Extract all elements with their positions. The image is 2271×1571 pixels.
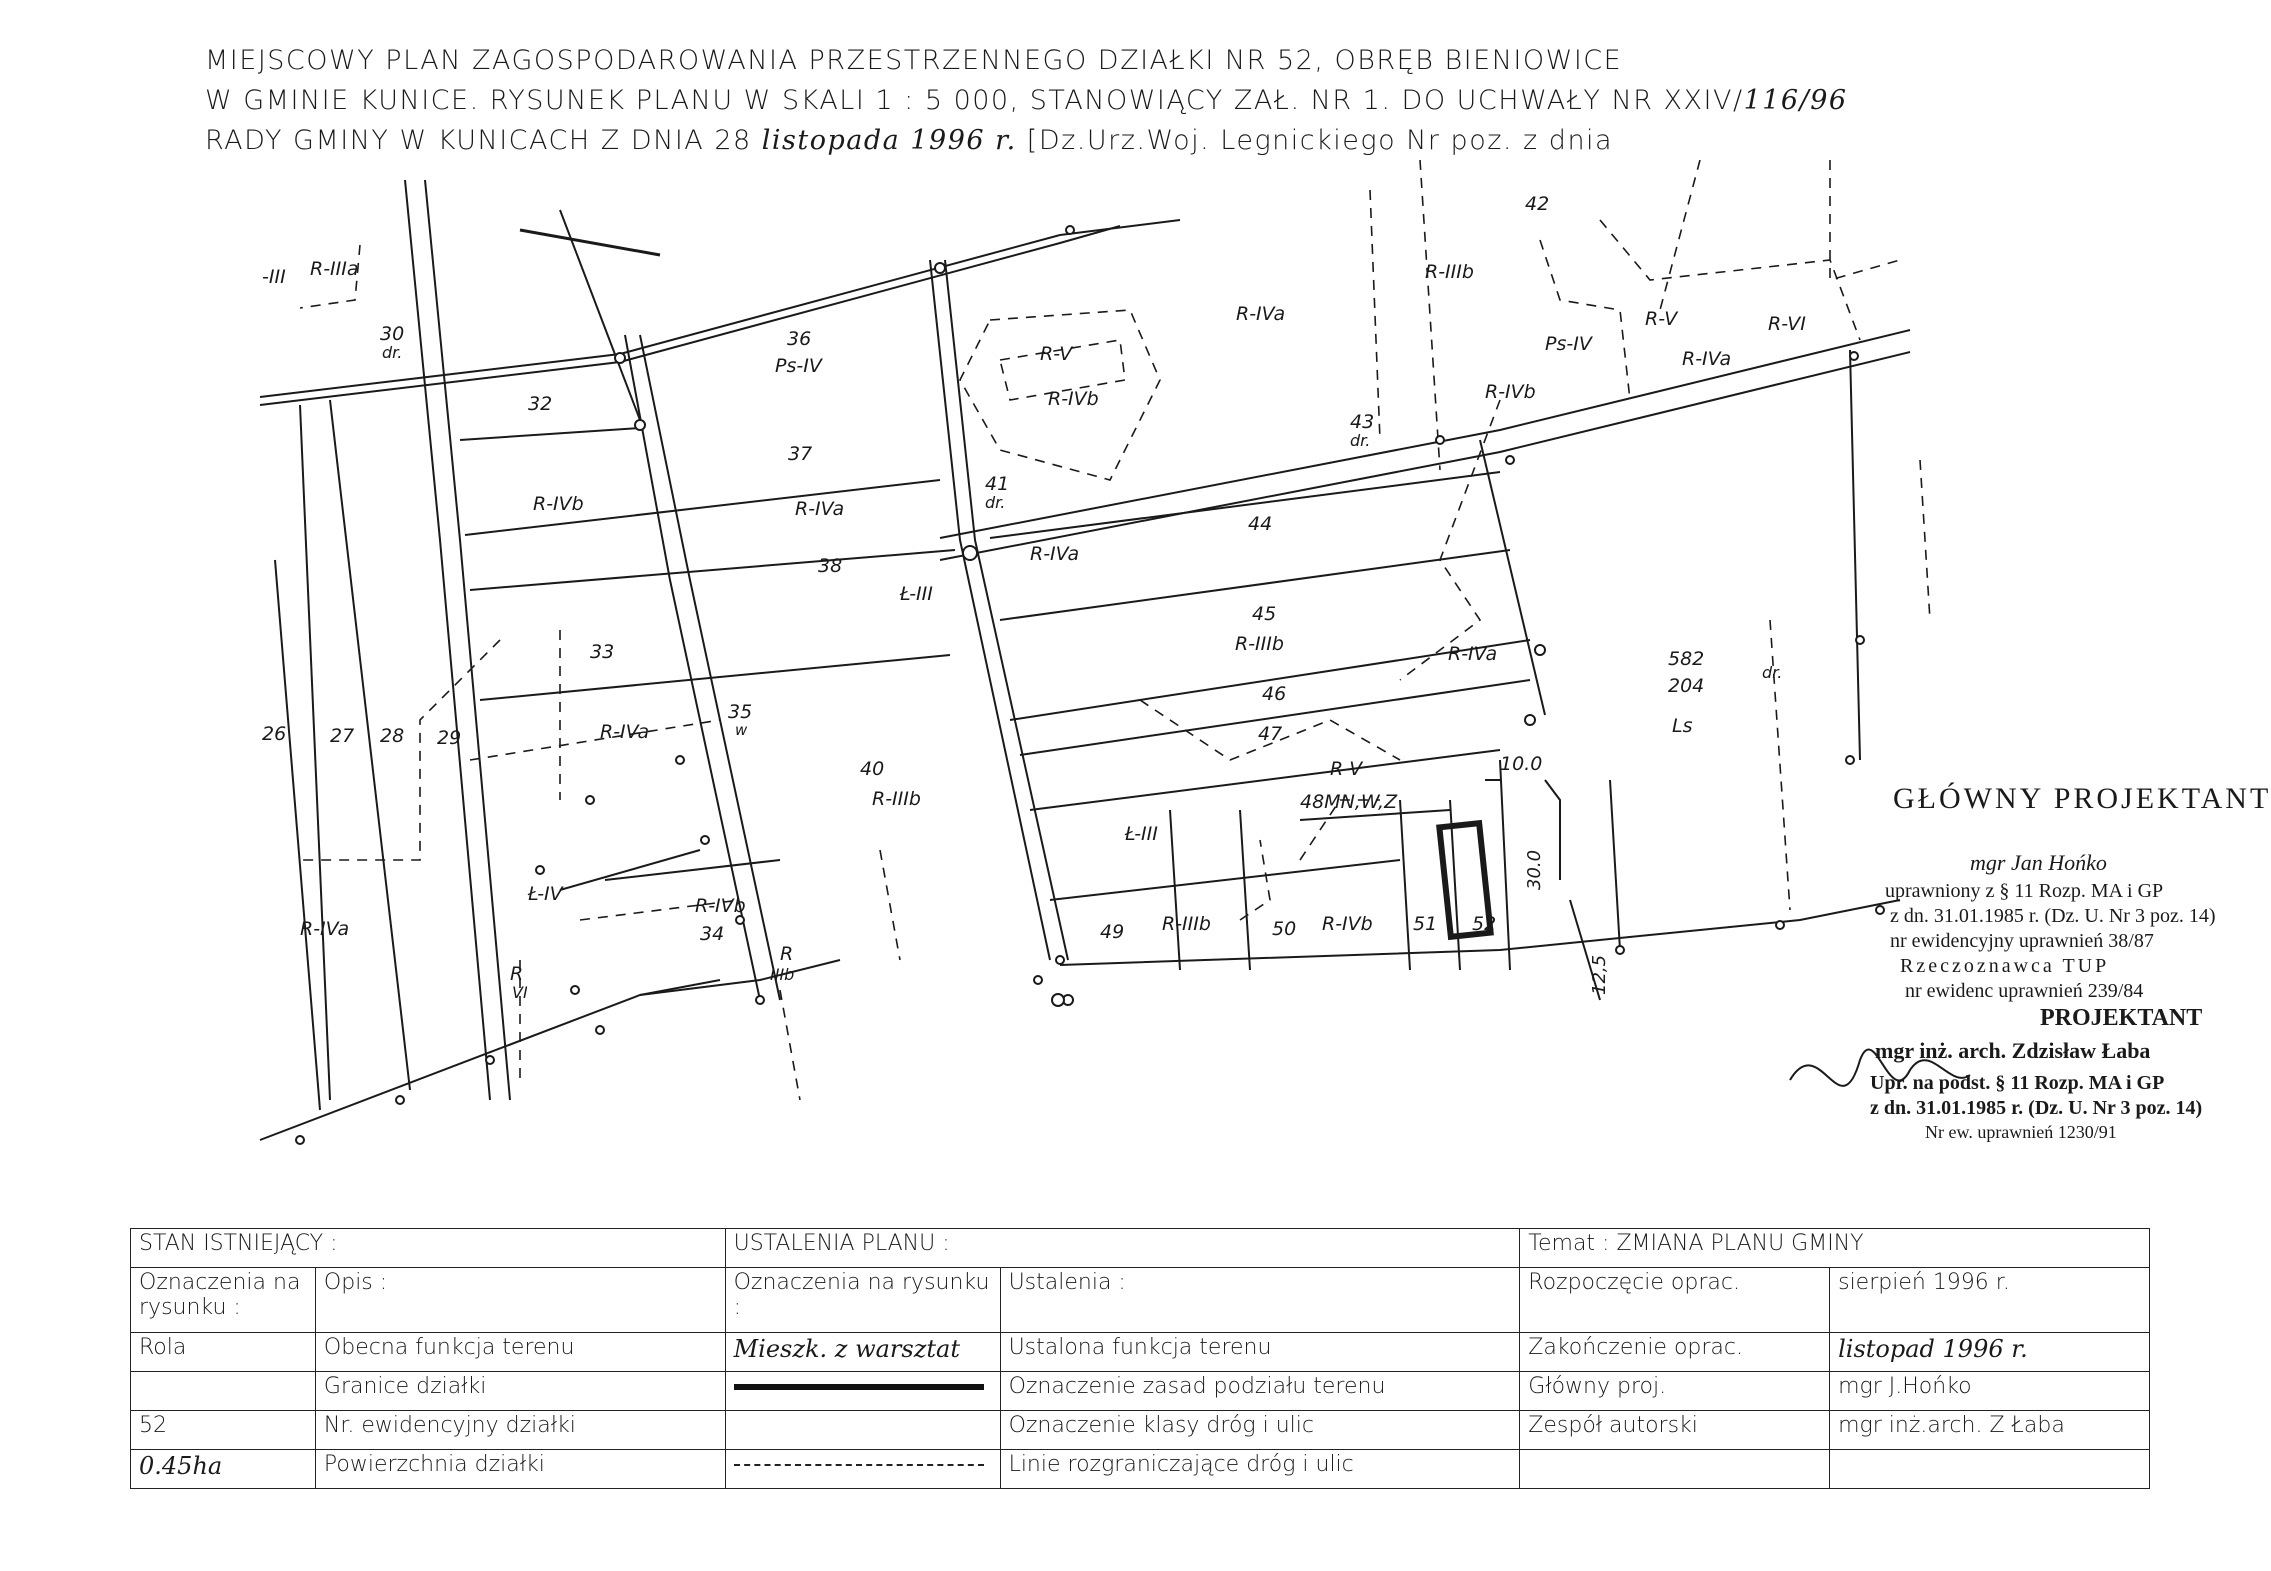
- plot-label: 46: [1262, 683, 1287, 705]
- plot-label: dr.: [382, 343, 403, 362]
- plan-title-line-3: [205, 125, 1613, 156]
- row3-plan-mark: [725, 1411, 1000, 1450]
- row3-mark: 52: [131, 1411, 316, 1450]
- land-class-label: R-VI: [1768, 313, 1806, 335]
- plot-label: R-IVa: [795, 498, 845, 520]
- land-class-label: Ł-III: [900, 583, 933, 605]
- plot-label: dr.: [1350, 431, 1371, 450]
- plot-labels: [262, 193, 1806, 1002]
- plot-label: 582: [1668, 648, 1705, 670]
- designer-line: Nr ew. uprawnień 1230/91: [1925, 1122, 2117, 1142]
- plan-title-line-1: MIEJSCOWY PLAN ZAGOSPODAROWANIA PRZESTRZENNEGO DZIAŁKI NR 52, OBRĘB BIENIOWICE: [205, 45, 1623, 76]
- resolution-date: listopada 1996 r.: [761, 125, 1017, 156]
- plot-label: 30: [380, 323, 405, 345]
- land-class-label: Ł-IV: [528, 883, 563, 905]
- land-class-label: -III: [262, 266, 286, 288]
- plot-label: 42: [1525, 193, 1550, 215]
- plot-label: 32: [528, 393, 553, 415]
- chief-designer-line: nr ewidenc uprawnień 239/84: [1905, 980, 2144, 1002]
- dimension-label: 10.0: [1500, 753, 1543, 775]
- solid-line-symbol: [734, 1384, 984, 1390]
- row1-description: Obecna funkcja terenu: [315, 1333, 725, 1372]
- plot-label: 37: [788, 443, 813, 465]
- dimension-label: 30.0: [1524, 849, 1545, 890]
- legend-table: [130, 1228, 2150, 1489]
- plan-settings-header: USTALENIA PLANU :: [725, 1229, 1520, 1268]
- plot-label: 45: [1252, 603, 1277, 625]
- land-class-label: R-IIIa: [310, 258, 359, 280]
- land-class-label: R-IVb: [1485, 381, 1536, 403]
- row3-description: Nr. ewidencyjny działki: [315, 1411, 725, 1450]
- row4-plan-mark: [725, 1450, 1000, 1489]
- row2-plan-mark: [725, 1372, 1000, 1411]
- plot-label: 34: [700, 923, 725, 945]
- land-class-label: R-IVa: [1682, 348, 1732, 370]
- plot-label: 49: [1100, 921, 1125, 943]
- designer-name: mgr inż. arch. Zdzisław Łaba: [1875, 1038, 2151, 1063]
- plan-mark-column-header: Oznaczenia na rysunku :: [725, 1268, 1000, 1333]
- plot-label: dr.: [1762, 663, 1783, 682]
- land-class-label: R-IIIb: [1162, 913, 1211, 935]
- chief-designer-line: Rzeczoznawca TUP: [1900, 955, 2110, 977]
- title-line-3-text: RADY GMINY W KUNICACH Z DNIA 28: [205, 125, 752, 156]
- chief-designer-title: GŁÓWNY PROJEKTANT: [1893, 782, 2271, 815]
- plot-label: 48MN,W,Z: [1300, 791, 1398, 813]
- designer-line: Upr. na podst. § 11 Rozp. MA i GP: [1870, 1072, 2165, 1094]
- cadastral-map: [0, 160, 2271, 1160]
- land-class-label: R-V: [1645, 308, 1678, 330]
- land-class-label: R-IVa: [600, 721, 650, 743]
- land-class-label: R-IVb: [1322, 913, 1373, 935]
- land-class-label: Ł-III: [1125, 823, 1158, 845]
- row4-plan-setting: Linie rozgraniczające dróg i ulic: [1000, 1450, 1520, 1489]
- land-class-label: R-IVa: [1030, 543, 1080, 565]
- land-class-label: R-IVa: [300, 918, 350, 940]
- plot-label: R-IVb: [695, 895, 746, 917]
- land-class-label: R-IVb: [533, 493, 584, 515]
- end-label: Zakończenie oprac.: [1520, 1333, 1830, 1372]
- plan-settings-column-header: Ustalenia :: [1000, 1268, 1520, 1333]
- land-class-label: R-IVa: [1448, 643, 1498, 665]
- plot-label: 204: [1668, 675, 1705, 697]
- row3-plan-setting: Oznaczenie klasy dróg i ulic: [1000, 1411, 1520, 1450]
- row1-plan-setting: Ustalona funkcja terenu: [1000, 1333, 1520, 1372]
- signature-mark: [1780, 1020, 1980, 1140]
- plot-label: 50: [1272, 918, 1297, 940]
- plan-title-line-2: [205, 85, 1848, 116]
- plot-label: w: [735, 721, 748, 739]
- land-class-label: IIIb: [770, 965, 795, 984]
- plot-label: 33: [590, 641, 615, 663]
- designer-line: z dn. 31.01.1985 r. (Dz. U. Nr 3 poz. 14): [1870, 1097, 2203, 1119]
- description-column-header: Opis :: [315, 1268, 725, 1333]
- chief-value: mgr J.Hońko: [1830, 1372, 2150, 1411]
- chief-label: Główny proj.: [1520, 1372, 1830, 1411]
- plot-label: 29: [437, 727, 462, 749]
- dashed-line-symbol: [734, 1464, 984, 1466]
- land-class-label: R: [510, 963, 524, 985]
- plot-label: 26: [262, 723, 287, 745]
- plot-label: 35: [728, 701, 753, 723]
- plot-label: 51: [1413, 913, 1438, 935]
- row4-description: Powierzchnia działki: [315, 1450, 725, 1489]
- chief-designer-line: nr ewidencyjny uprawnień 38/87: [1890, 930, 2154, 952]
- plot-label: 38: [818, 555, 843, 577]
- plot-label: 43: [1350, 411, 1375, 433]
- land-class-label: R-IVb: [1048, 388, 1099, 410]
- land-class-label: R-V: [1040, 343, 1073, 365]
- plot-label: 41: [985, 473, 1010, 495]
- team-label: Zespół autorski: [1520, 1411, 1830, 1450]
- designer-title: PROJEKTANT: [2040, 1005, 2203, 1031]
- start-label: Rozpoczęcie oprac.: [1520, 1268, 1830, 1333]
- end-value: listopad 1996 r.: [1830, 1333, 2150, 1372]
- plot-label: 47: [1258, 723, 1283, 745]
- empty-cell: [1520, 1450, 1830, 1489]
- existing-state-header: STAN ISTNIEJĄCY :: [131, 1229, 726, 1268]
- mark-column-header: Oznaczenia na rysunku :: [131, 1268, 316, 1333]
- empty-cell: [1830, 1450, 2150, 1489]
- row2-description: Granice działki: [315, 1372, 725, 1411]
- title-line-2-text: W GMINIE KUNICE. RYSUNEK PLANU W SKALI 1 : 5 000, STANOWIĄCY ZAŁ. NR 1. DO UCHWAŁY NR XXIV/: [205, 85, 1744, 116]
- land-class-label: Ps-IV: [1545, 333, 1592, 355]
- dimension-label: 12,5: [1589, 954, 1610, 995]
- row1-plan-mark: Mieszk. z warsztat: [725, 1333, 1000, 1372]
- topic-header: Temat : ZMIANA PLANU GMINY: [1520, 1229, 2150, 1268]
- land-class-label: VI: [512, 983, 528, 1002]
- chief-designer-line: z dn. 31.01.1985 r. (Dz. U. Nr 3 poz. 14): [1890, 905, 2216, 927]
- plot-label: Ls: [1672, 715, 1693, 737]
- land-class-label: R-IIIb: [1425, 261, 1474, 283]
- plot-label: dr.: [985, 493, 1006, 512]
- land-class-label: R-IVa: [1236, 303, 1286, 325]
- row1-mark: Rola: [131, 1333, 316, 1372]
- plot-label: 36: [787, 328, 812, 350]
- land-class-label: R: [780, 943, 794, 965]
- plot-label: 52: [1472, 913, 1497, 935]
- row2-plan-setting: Oznaczenie zasad podziału terenu: [1000, 1372, 1520, 1411]
- plot-label: 28: [380, 725, 405, 747]
- chief-designer-line: uprawniony z § 11 Rozp. MA i GP: [1885, 880, 2164, 902]
- chief-designer-name: mgr Jan Hońko: [1970, 850, 2107, 875]
- plot-label: R-IIIb: [1235, 633, 1284, 655]
- land-class-label: R-V: [1330, 758, 1363, 780]
- gazette-reference: [Dz.Urz.Woj. Legnickiego Nr poz. z dnia: [1026, 125, 1614, 156]
- plot-label: Ps-IV: [775, 355, 822, 377]
- plot-label: R-IIIb: [872, 788, 921, 810]
- plot-label: 40: [860, 758, 885, 780]
- team-value: mgr inż.arch. Z Łaba: [1830, 1411, 2150, 1450]
- row4-mark: 0.45ha: [131, 1450, 316, 1489]
- plot-label: 44: [1248, 513, 1273, 535]
- start-value: sierpień 1996 r.: [1830, 1268, 2150, 1333]
- row2-mark: [131, 1372, 316, 1411]
- plot-label: 27: [330, 725, 355, 747]
- resolution-number: 116/96: [1743, 85, 1848, 116]
